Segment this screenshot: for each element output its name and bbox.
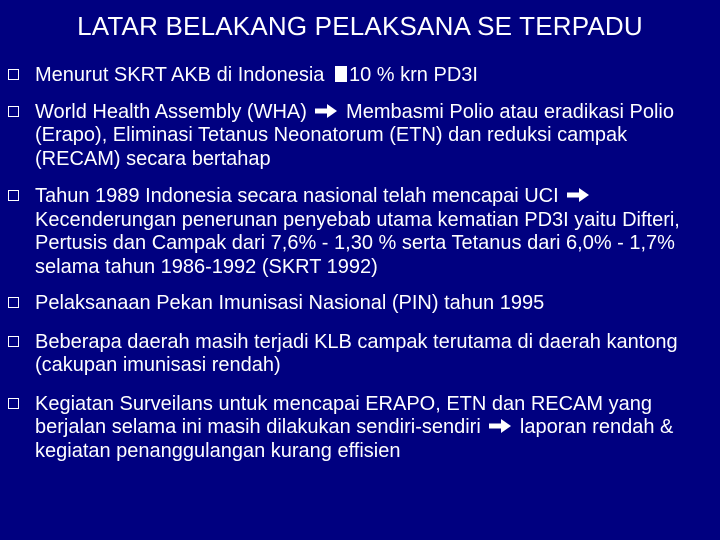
bullet-item-4: [6, 292, 706, 316]
hollow-square-bullet-icon: [8, 297, 19, 308]
right-arrow-icon: [488, 418, 512, 434]
bullet-text: Pelaksanaan Pekan Imunisasi Nasional (PIN) tahun 1995: [35, 292, 545, 314]
hollow-square-bullet-icon: [8, 336, 19, 347]
bullet-text: Kegiatan Surveilans untuk mencapai ERAPO, ETN dan RECAM yang berjalan selama ini masih dilakukan sendiri-sendiri: [35, 392, 652, 438]
hollow-square-bullet-icon: [8, 398, 19, 409]
bullet-item-2: [6, 101, 706, 172]
bullet-item-6: [6, 393, 706, 464]
bullet-text: Beberapa daerah masih terjadi KLB campak terutama di daerah kantong (cakupan imunisasi rendah): [35, 330, 678, 376]
hollow-square-bullet-icon: [8, 190, 19, 201]
right-arrow-icon: [314, 103, 338, 119]
bullet-text: Membasmi Polio atau eradikasi Polio (Erapo), Eliminasi Tetanus Neonatorum (ETN) dan reduksi campak (RECAM) secara bertahap: [35, 100, 674, 170]
bullet-list: [6, 64, 706, 475]
bullet-item-3: [6, 185, 706, 279]
bullet-text: Tahun 1989 Indonesia secara nasional telah mencapai UCI: [35, 185, 565, 207]
missing-glyph-box-icon: [334, 65, 348, 83]
bullet-item-1: [6, 64, 706, 88]
bullet-text: Kecenderungan penerunan penyebab utama kematian PD3I yaitu Difteri, Pertusis dan Campak dari 7,6% - 1,30 % serta Tetanus dari 6,0% - 1,7% selama tahun 1986-1992 (SKRT 1992): [35, 208, 680, 278]
bullet-text: 10 % krn PD3I: [349, 64, 478, 86]
bullet-text: World Health Assembly (WHA): [35, 100, 313, 123]
bullet-text: laporan rendah & kegiatan penanggulangan kurang effisien: [35, 416, 674, 462]
slide-title: LATAR BELAKANG PELAKSANA SE TERPADU: [77, 11, 643, 41]
hollow-square-bullet-icon: [8, 106, 19, 117]
hollow-square-bullet-icon: [8, 69, 19, 80]
right-arrow-icon: [566, 187, 590, 203]
bullet-text: Menurut SKRT AKB di Indonesia: [35, 64, 330, 86]
bullet-item-5: [6, 331, 706, 378]
